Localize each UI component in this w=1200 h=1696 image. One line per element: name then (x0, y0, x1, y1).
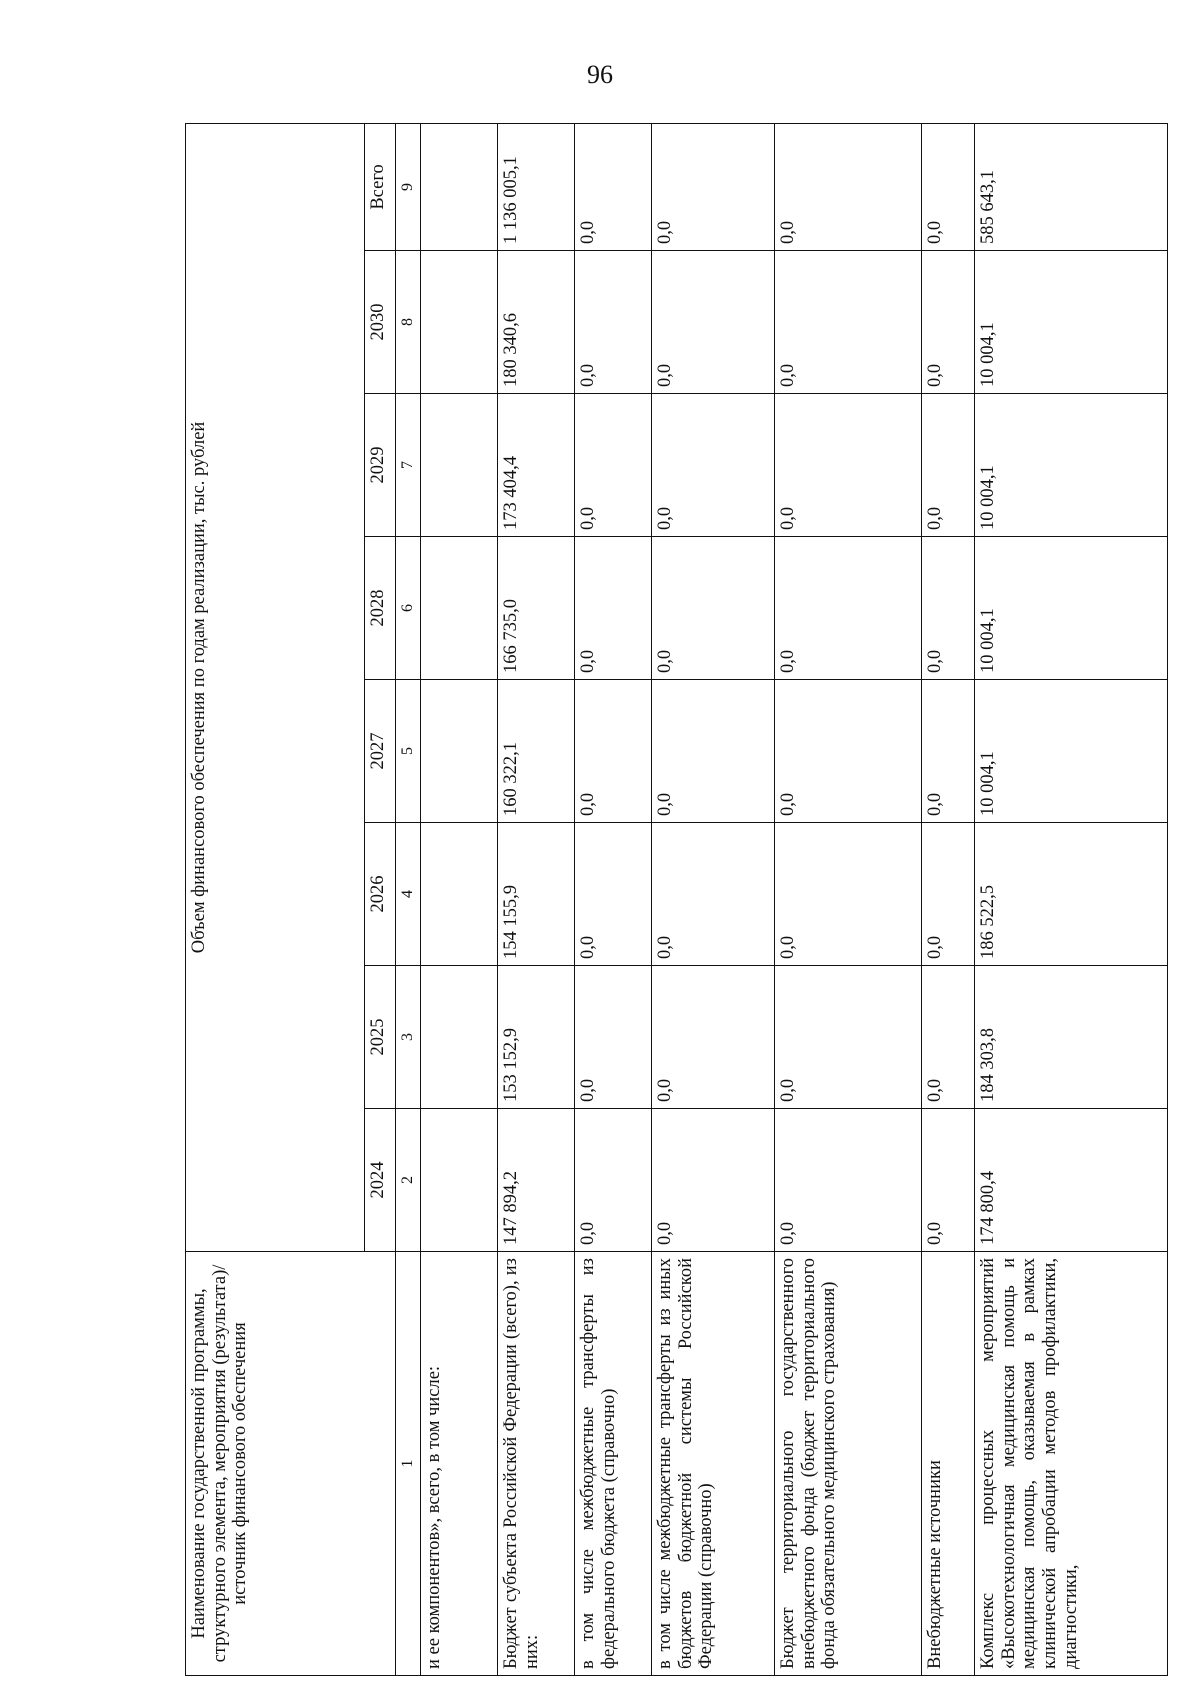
header-row-numbers (396, 123, 421, 1675)
header-year-2029: 2029 (365, 394, 396, 537)
value-cell: 0,0 (921, 680, 974, 823)
value-cell: 10 004,1 (974, 251, 1167, 394)
value-cell: 0,0 (774, 251, 921, 394)
header-financing-volume: Объем финансового обеспечения по годам реализации, тыс. рублей (186, 123, 365, 1251)
value-cell: 0,0 (921, 394, 974, 537)
value-cell: 0,0 (574, 251, 651, 394)
value-cell: 184 303,8 (974, 966, 1167, 1109)
header-year-2027: 2027 (365, 680, 396, 823)
row-name: Внебюджетные источники (921, 1252, 974, 1676)
col-number-5: 5 (396, 680, 421, 823)
header-year-2024: 2024 (365, 1109, 396, 1252)
header-year-2026: 2026 (365, 823, 396, 966)
value-cell: 0,0 (774, 823, 921, 966)
value-cell: 0,0 (651, 680, 774, 823)
total-cell: 585 643,1 (974, 123, 1167, 250)
table-row (574, 123, 651, 1675)
value-cell: 180 340,6 (497, 251, 574, 394)
table-row (774, 123, 921, 1675)
value-cell (420, 1109, 497, 1252)
value-cell: 0,0 (921, 251, 974, 394)
value-cell: 0,0 (574, 394, 651, 537)
header-row-1 (186, 123, 365, 1675)
financing-table (185, 123, 1168, 1676)
value-cell: 186 522,5 (974, 823, 1167, 966)
value-cell: 160 322,1 (497, 680, 574, 823)
total-cell: 0,0 (774, 123, 921, 250)
col-number-4: 4 (396, 823, 421, 966)
header-year-2028: 2028 (365, 537, 396, 680)
value-cell: 0,0 (574, 537, 651, 680)
header-total: Всего (365, 123, 396, 250)
value-cell: 0,0 (574, 966, 651, 1109)
table-row (420, 123, 497, 1675)
value-cell (420, 394, 497, 537)
value-cell: 10 004,1 (974, 537, 1167, 680)
row-name: Бюджет территориального государственного внебюджетного фонда (бюджет территориального фонда обязательного медицинского страхования) (774, 1252, 921, 1676)
value-cell: 166 735,0 (497, 537, 574, 680)
value-cell (420, 966, 497, 1109)
value-cell: 10 004,1 (974, 394, 1167, 537)
table-row (921, 123, 974, 1675)
value-cell: 0,0 (651, 1109, 774, 1252)
row-name: Комплекс процессных мероприятий «Высокотехнологичная медицинская помощь и медицинская помощь, оказываемая в рамках клинической апробации методов профилактики, диагностики, (974, 1252, 1167, 1676)
col-number-3: 3 (396, 966, 421, 1109)
value-cell: 0,0 (574, 1109, 651, 1252)
value-cell: 0,0 (651, 823, 774, 966)
table-row (497, 123, 574, 1675)
value-cell: 147 894,2 (497, 1109, 574, 1252)
value-cell: 0,0 (651, 394, 774, 537)
total-cell: 0,0 (921, 123, 974, 250)
page-number: 96 (587, 60, 613, 89)
value-cell (420, 537, 497, 680)
total-cell: 0,0 (574, 123, 651, 250)
row-name: и ее компонентов», всего, в том числе: (420, 1252, 497, 1676)
total-cell (420, 123, 497, 250)
col-number-9: 9 (396, 123, 421, 250)
value-cell: 0,0 (921, 966, 974, 1109)
value-cell: 174 800,4 (974, 1109, 1167, 1252)
value-cell (420, 823, 497, 966)
value-cell: 0,0 (651, 537, 774, 680)
col-number-1: 1 (396, 1252, 421, 1676)
value-cell: 10 004,1 (974, 680, 1167, 823)
col-number-2: 2 (396, 1109, 421, 1252)
col-number-6: 6 (396, 537, 421, 680)
row-name: Бюджет субъекта Российской Федерации (всего), из них: (497, 1252, 574, 1676)
value-cell: 0,0 (574, 680, 651, 823)
value-cell: 0,0 (774, 1109, 921, 1252)
header-name-column: Наименование государственной программы, структурного элемента, мероприятия (результата)/источник финансового обеспечения (186, 1252, 396, 1676)
value-cell (420, 251, 497, 394)
table-row (974, 123, 1167, 1675)
value-cell: 0,0 (921, 1109, 974, 1252)
value-cell: 0,0 (921, 537, 974, 680)
value-cell: 173 404,4 (497, 394, 574, 537)
value-cell: 0,0 (774, 966, 921, 1109)
header-year-2025: 2025 (365, 966, 396, 1109)
row-name: в том числе межбюджетные трансферты из федерального бюджета (справочно) (574, 1252, 651, 1676)
col-number-7: 7 (396, 394, 421, 537)
value-cell (420, 680, 497, 823)
value-cell: 0,0 (921, 823, 974, 966)
col-number-8: 8 (396, 251, 421, 394)
header-year-2030: 2030 (365, 251, 396, 394)
rotated-table-container (185, 124, 1115, 1676)
table-row (651, 123, 774, 1675)
value-cell: 154 155,9 (497, 823, 574, 966)
row-name: в том числе межбюджетные трансферты из иных бюджетов бюджетной системы Российской Федерации (справочно) (651, 1252, 774, 1676)
value-cell: 0,0 (651, 966, 774, 1109)
value-cell: 0,0 (574, 823, 651, 966)
total-cell: 0,0 (651, 123, 774, 250)
value-cell: 0,0 (774, 680, 921, 823)
value-cell: 153 152,9 (497, 966, 574, 1109)
total-cell: 1 136 005,1 (497, 123, 574, 250)
value-cell: 0,0 (651, 251, 774, 394)
value-cell: 0,0 (774, 394, 921, 537)
value-cell: 0,0 (774, 537, 921, 680)
